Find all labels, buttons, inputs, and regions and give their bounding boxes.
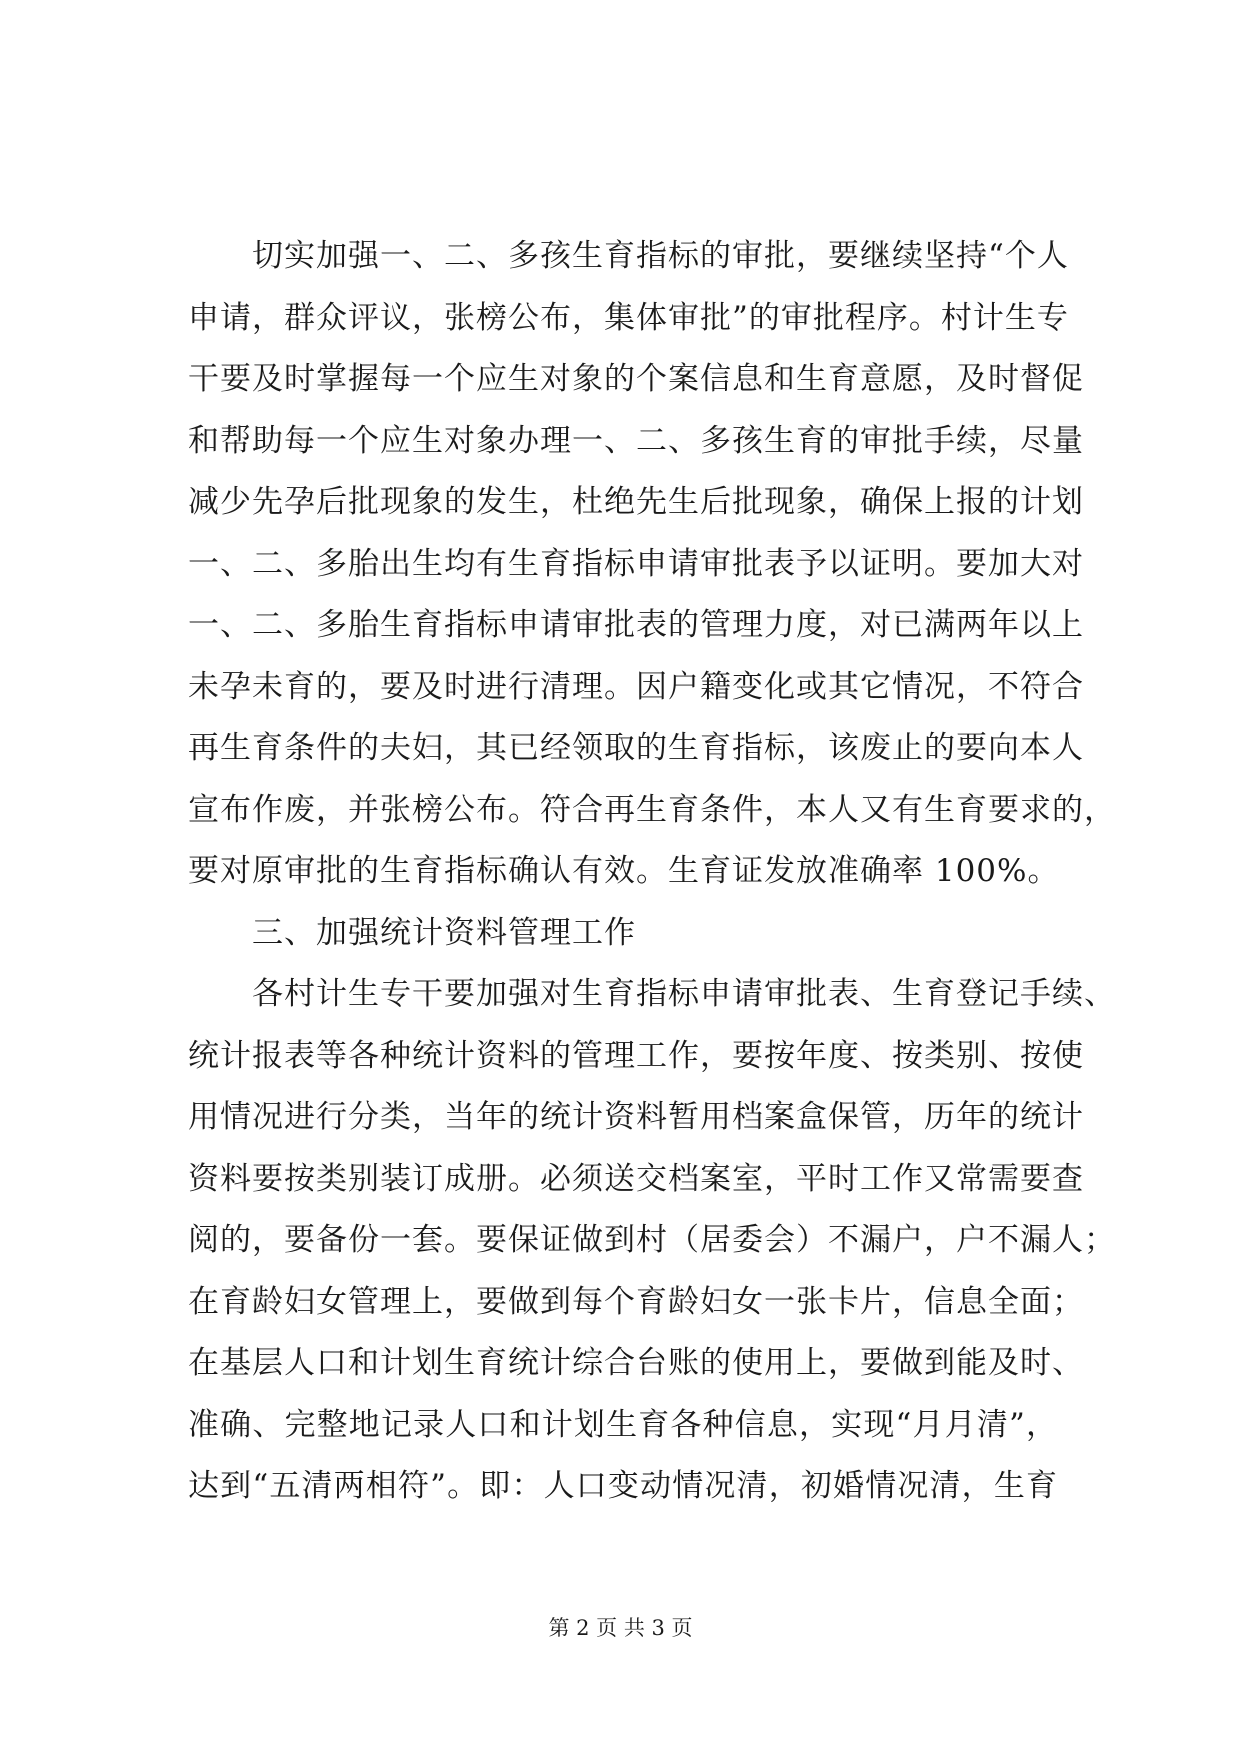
paragraph-line: 干要及时掌握每一个应生对象的个案信息和生育意愿，及时督促 [188, 361, 1084, 397]
body-text [188, 226, 1116, 1518]
paragraph-line: 阅的，要备份一套。要保证做到村（居委会）不漏户，户不漏人； [188, 1222, 1116, 1258]
paragraph-line: 各村计生专干要加强对生育指标申请审批表、生育登记手续、 [252, 976, 1116, 1012]
paragraph-line: 准确、完整地记录人口和计划生育各种信息，实现“月月清”， [188, 1406, 1058, 1443]
paragraph-line: 和帮助每一个应生对象办理一、二、多孩生育的审批手续，尽量 [188, 422, 1084, 459]
paragraph-line: 在育龄妇女管理上，要做到每个育龄妇女一张卡片，信息全面； [188, 1283, 1084, 1320]
paragraph-line: 一、二、多胎出生均有生育指标申请审批表予以证明。要加大对 [188, 545, 1084, 582]
paragraph-line: 资料要按类别装订成册。必须送交档案室，平时工作又常需要查 [188, 1160, 1084, 1197]
paragraph-line: 用情况进行分类，当年的统计资料暂用档案盒保管，历年的统计 [188, 1099, 1084, 1135]
paragraph-line: 再生育条件的夫妇，其已经领取的生育指标，该废止的要向本人 [188, 730, 1084, 766]
paragraph-line: 达到“五清两相符”。即：人口变动情况清，初婚情况清，生育 [188, 1468, 1058, 1504]
paragraph-line: 统计报表等各种统计资料的管理工作，要按年度、按类别、按使 [188, 1037, 1084, 1074]
section-heading: 三、加强统计资料管理工作 [252, 914, 636, 951]
paragraph-line: 要对原审批的生育指标确认有效。生育证发放准确率 100%。 [188, 853, 1060, 889]
page-number-footer: 第 2 页 共 3 页 [548, 1616, 693, 1640]
paragraph-line: 一、二、多胎生育指标申请审批表的管理力度，对已满两年以上 [188, 607, 1084, 643]
paragraph-line: 宣布作废，并张榜公布。符合再生育条件，本人又有生育要求的， [188, 791, 1116, 828]
paragraph-line: 未孕未育的，要及时进行清理。因户籍变化或其它情况，不符合 [188, 668, 1084, 705]
paragraph-line: 在基层人口和计划生育统计综合台账的使用上，要做到能及时、 [188, 1345, 1084, 1381]
paragraph-line: 申请，群众评议，张榜公布，集体审批”的审批程序。村计生专 [188, 299, 1069, 336]
paragraph-line: 切实加强一、二、多孩生育指标的审批，要继续坚持“个人 [252, 238, 1069, 274]
paragraph-line: 减少先孕后批现象的发生，杜绝先生后批现象，确保上报的计划 [188, 484, 1084, 520]
